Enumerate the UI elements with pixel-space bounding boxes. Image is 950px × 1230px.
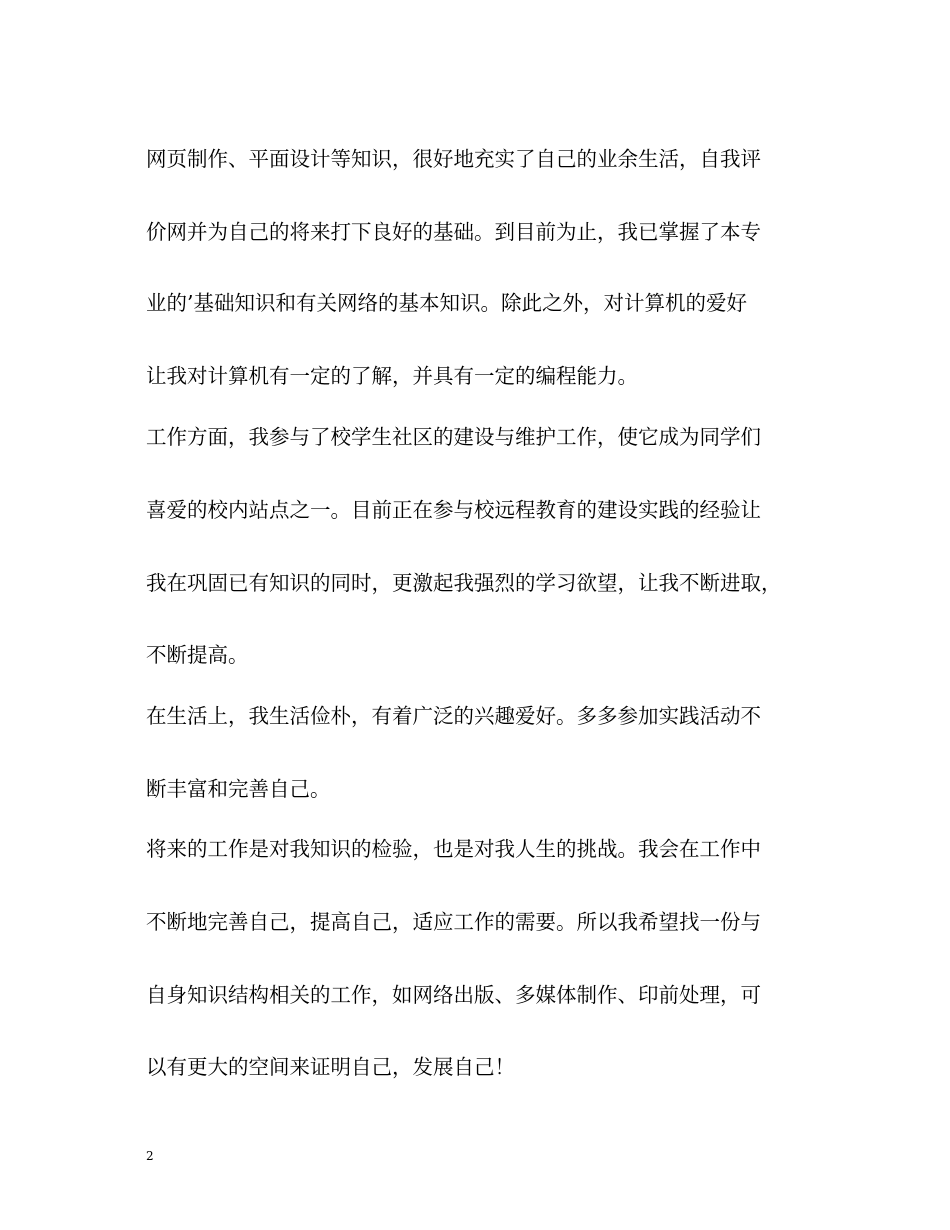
text-line: 不断提高。 [146, 643, 249, 667]
text-line: 以有更大的空间来证明自己，发展自己！ [146, 1055, 515, 1079]
text-line: 工作方面，我参与了校学生社区的建设与维护工作，使它成为同学们 [146, 425, 761, 449]
text-line: 喜爱的校内站点之一。目前正在参与校远程教育的建设实践的经验让 [146, 498, 761, 522]
text-line: 价网并为自己的将来打下良好的基础。到目前为止，我已掌握了本专 [146, 220, 761, 244]
text-line: 断丰富和完善自己。 [146, 777, 331, 801]
text-line: 自身知识结构相关的工作，如网络出版、多媒体制作、印前处理，可 [146, 983, 761, 1007]
text-line: 业的’基础知识和有关网络的基本知识。除此之外，对计算机的爱好 [146, 291, 748, 315]
page-number: 2 [146, 1149, 154, 1163]
text-line: 将来的工作是对我知识的检验，也是对我人生的挑战。我会在工作中 [146, 837, 761, 861]
text-line: 网页制作、平面设计等知识，很好地充实了自己的业余生活，自我评 [146, 147, 761, 171]
text-line: 在生活上，我生活俭朴，有着广泛的兴趣爱好。多多参加实践活动不 [146, 704, 761, 728]
text-line: 我在巩固已有知识的同时，更激起我强烈的学习欲望，让我不断进取， [146, 571, 782, 595]
text-line: 不断地完善自己，提高自己，适应工作的需要。所以我希望找一份与 [146, 910, 761, 934]
text-line: 让我对计算机有一定的了解，并具有一定的编程能力。 [146, 364, 638, 388]
